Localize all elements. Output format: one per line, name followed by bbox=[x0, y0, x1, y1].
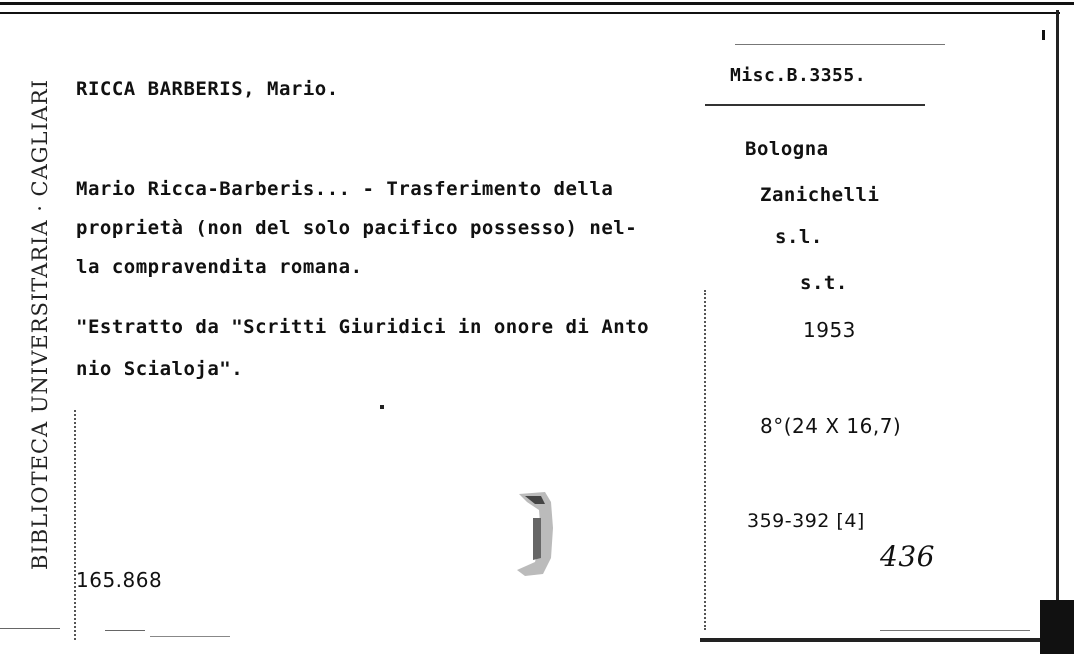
top-border-inner bbox=[0, 12, 1060, 14]
ink-dot bbox=[380, 405, 384, 409]
bottom-dash-4 bbox=[880, 630, 1030, 631]
place-of-printing: s.l. bbox=[775, 226, 823, 248]
right-column-guide bbox=[704, 290, 706, 630]
author-heading: RICCA BARBERIS, Mario. bbox=[76, 78, 339, 100]
left-margin-guide bbox=[74, 410, 76, 640]
bottom-dash-2 bbox=[105, 630, 145, 631]
publisher: Zanichelli bbox=[760, 184, 880, 206]
handwritten-number: 436 bbox=[880, 540, 935, 573]
note-line-1: "Estratto da "Scritti Giuridici in onore di Anto bbox=[76, 316, 650, 338]
library-stamp-vertical: BIBLIOTECA UNIVERSITARIA · CAGLIARI bbox=[28, 78, 52, 570]
bottom-border bbox=[700, 638, 1070, 642]
collocation-shelfmark: Misc.B.3355. bbox=[730, 65, 867, 86]
header-dashes bbox=[735, 44, 945, 45]
title-line-2: proprietà (non del solo pacifico possesso) nel- bbox=[76, 217, 638, 239]
note-line-2: nio Scialoja". bbox=[76, 358, 244, 380]
title-line-1: Mario Ricca-Barberis... - Trasferimento della bbox=[76, 178, 614, 200]
title-line-3: la compravendita romana. bbox=[76, 256, 363, 278]
pages: 359-392 [4] bbox=[747, 510, 865, 532]
bottom-dash-3 bbox=[150, 636, 230, 637]
format: 8°(24 X 16,7) bbox=[760, 414, 902, 438]
year: 1953 bbox=[803, 318, 856, 342]
place-of-publication: Bologna bbox=[745, 138, 829, 160]
inventory-number: 165.868 bbox=[76, 568, 163, 592]
edge-mark bbox=[1042, 30, 1045, 40]
right-border bbox=[1056, 10, 1059, 635]
scan-artifact bbox=[505, 488, 565, 583]
printer: s.t. bbox=[800, 272, 848, 294]
shelfmark-underline bbox=[705, 104, 925, 106]
top-border bbox=[0, 2, 1074, 5]
bottom-dash-1 bbox=[0, 628, 60, 629]
card-corner-shadow bbox=[1040, 600, 1074, 654]
